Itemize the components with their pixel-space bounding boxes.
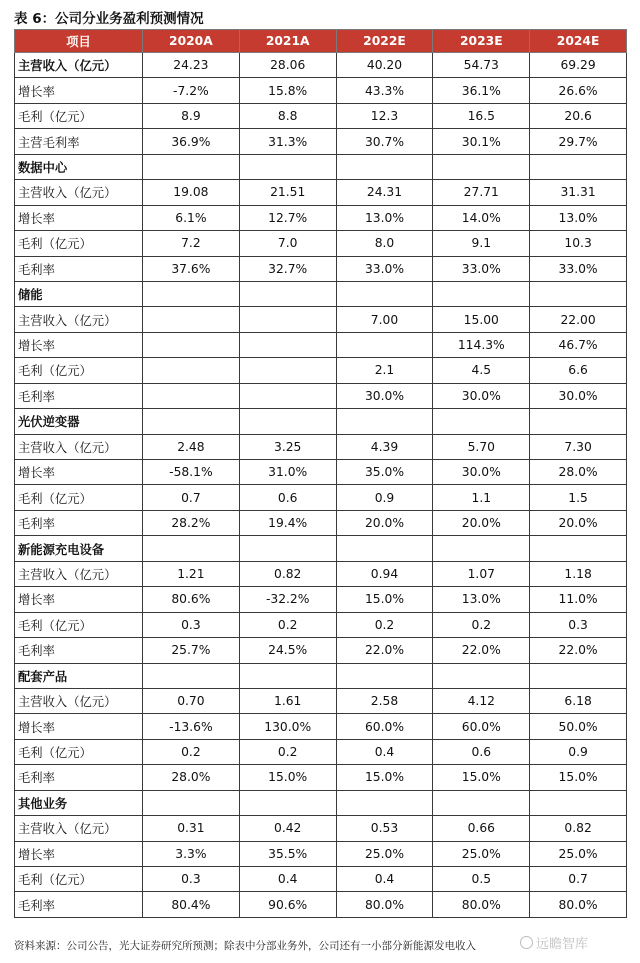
value-cell: 15.8% (239, 78, 336, 103)
value-cell: 0.70 (143, 688, 240, 713)
value-cell (143, 409, 240, 434)
value-cell: 32.7% (239, 256, 336, 281)
row-label: 增长率 (15, 332, 143, 357)
value-cell: 25.0% (336, 841, 433, 866)
table-row (15, 103, 627, 128)
value-cell: 35.5% (239, 841, 336, 866)
row-label: 增长率 (15, 841, 143, 866)
value-cell: 30.0% (336, 383, 433, 408)
table-row (15, 383, 627, 408)
value-cell: 0.82 (530, 816, 627, 841)
column-header-2021a: 2021A (239, 30, 336, 53)
value-cell: 33.0% (530, 256, 627, 281)
section-header-row (15, 790, 627, 815)
row-label: 主营收入（亿元） (15, 307, 143, 332)
row-label: 毛利（亿元） (15, 103, 143, 128)
value-cell: 28.2% (143, 510, 240, 535)
value-cell (530, 154, 627, 179)
value-cell: 130.0% (239, 714, 336, 739)
value-cell: 0.66 (433, 816, 530, 841)
value-cell: 30.0% (530, 383, 627, 408)
row-label: 增长率 (15, 205, 143, 230)
value-cell (239, 536, 336, 561)
table-header-row (15, 30, 627, 53)
value-cell: 24.5% (239, 638, 336, 663)
value-cell: 26.6% (530, 78, 627, 103)
value-cell: -7.2% (143, 78, 240, 103)
row-label: 毛利（亿元） (15, 867, 143, 892)
value-cell (239, 358, 336, 383)
row-label: 主营收入（亿元） (15, 434, 143, 459)
value-cell: 5.70 (433, 434, 530, 459)
value-cell: 30.1% (433, 129, 530, 154)
row-label: 增长率 (15, 714, 143, 739)
value-cell (239, 790, 336, 815)
value-cell: 31.31 (530, 180, 627, 205)
value-cell: 22.00 (530, 307, 627, 332)
value-cell: 24.23 (143, 53, 240, 78)
value-cell: 0.3 (143, 612, 240, 637)
value-cell (530, 536, 627, 561)
value-cell: 80.0% (433, 892, 530, 917)
value-cell: 27.71 (433, 180, 530, 205)
value-cell: 0.5 (433, 867, 530, 892)
value-cell: 0.31 (143, 816, 240, 841)
value-cell: 3.3% (143, 841, 240, 866)
value-cell: 80.4% (143, 892, 240, 917)
value-cell: 13.0% (530, 205, 627, 230)
section-header-row (15, 663, 627, 688)
value-cell: 15.0% (239, 765, 336, 790)
column-header-2020a: 2020A (143, 30, 240, 53)
section-header-row (15, 154, 627, 179)
table-row (15, 688, 627, 713)
value-cell: 10.3 (530, 231, 627, 256)
row-label: 毛利率 (15, 510, 143, 535)
value-cell: 3.25 (239, 434, 336, 459)
table-row (15, 78, 627, 103)
value-cell (143, 790, 240, 815)
value-cell: 15.00 (433, 307, 530, 332)
row-label: 毛利（亿元） (15, 485, 143, 510)
value-cell (336, 536, 433, 561)
table-row (15, 485, 627, 510)
value-cell: 19.08 (143, 180, 240, 205)
value-cell: 0.7 (530, 867, 627, 892)
value-cell: 0.42 (239, 816, 336, 841)
row-label: 毛利率 (15, 765, 143, 790)
table-row (15, 841, 627, 866)
value-cell (530, 409, 627, 434)
table-row (15, 561, 627, 586)
value-cell: 90.6% (239, 892, 336, 917)
value-cell: 0.9 (530, 739, 627, 764)
table-row (15, 638, 627, 663)
value-cell (433, 663, 530, 688)
value-cell: 0.4 (336, 739, 433, 764)
value-cell: 28.0% (143, 765, 240, 790)
watermark (520, 933, 588, 952)
value-cell (143, 332, 240, 357)
value-cell (143, 536, 240, 561)
value-cell (143, 358, 240, 383)
row-label: 毛利（亿元） (15, 358, 143, 383)
value-cell: 43.3% (336, 78, 433, 103)
value-cell: 30.0% (433, 460, 530, 485)
forecast-table (14, 29, 627, 918)
value-cell (336, 281, 433, 306)
value-cell: 7.2 (143, 231, 240, 256)
value-cell: 0.2 (336, 612, 433, 637)
value-cell: 31.0% (239, 460, 336, 485)
section-label: 数据中心 (15, 154, 143, 179)
value-cell: 8.8 (239, 103, 336, 128)
table-row (15, 231, 627, 256)
value-cell: 60.0% (433, 714, 530, 739)
table-title: 表 6：公司分业务盈利预测情况 (14, 11, 204, 27)
value-cell: 60.0% (336, 714, 433, 739)
value-cell: 30.0% (433, 383, 530, 408)
section-label: 新能源充电设备 (15, 536, 143, 561)
value-cell: 1.07 (433, 561, 530, 586)
value-cell (239, 307, 336, 332)
value-cell: 14.0% (433, 205, 530, 230)
table-row (15, 256, 627, 281)
value-cell: 2.48 (143, 434, 240, 459)
value-cell: -32.2% (239, 587, 336, 612)
value-cell: 0.4 (336, 867, 433, 892)
value-cell: 22.0% (433, 638, 530, 663)
value-cell: 20.6 (530, 103, 627, 128)
value-cell: 0.6 (239, 485, 336, 510)
value-cell: 11.0% (530, 587, 627, 612)
value-cell: 0.3 (143, 867, 240, 892)
value-cell: 2.1 (336, 358, 433, 383)
value-cell: 7.0 (239, 231, 336, 256)
column-header-item: 项目 (15, 30, 143, 53)
value-cell: 7.30 (530, 434, 627, 459)
row-label: 主营收入（亿元） (15, 688, 143, 713)
value-cell: 4.5 (433, 358, 530, 383)
value-cell: 80.0% (530, 892, 627, 917)
value-cell (239, 409, 336, 434)
value-cell: 20.0% (530, 510, 627, 535)
source-note: 资料来源：公司公告，光大证券研究所预测；除表中分部业务外，公司还有一小部分新能源发电收入 (14, 940, 476, 952)
value-cell: 1.21 (143, 561, 240, 586)
column-header-2024e: 2024E (530, 30, 627, 53)
value-cell: 35.0% (336, 460, 433, 485)
value-cell: 21.51 (239, 180, 336, 205)
table-row (15, 332, 627, 357)
value-cell: 28.0% (530, 460, 627, 485)
table-row (15, 765, 627, 790)
value-cell: 114.3% (433, 332, 530, 357)
section-label: 其他业务 (15, 790, 143, 815)
value-cell (239, 281, 336, 306)
table-row (15, 53, 627, 78)
value-cell: 1.1 (433, 485, 530, 510)
value-cell (143, 383, 240, 408)
value-cell: 0.9 (336, 485, 433, 510)
section-header-row (15, 409, 627, 434)
table-row (15, 739, 627, 764)
value-cell (530, 790, 627, 815)
value-cell: 19.4% (239, 510, 336, 535)
value-cell (239, 663, 336, 688)
value-cell: 54.73 (433, 53, 530, 78)
row-label: 增长率 (15, 78, 143, 103)
value-cell: 4.39 (336, 434, 433, 459)
row-label: 主营收入（亿元） (15, 53, 143, 78)
value-cell: 69.29 (530, 53, 627, 78)
value-cell: 24.31 (336, 180, 433, 205)
value-cell: 9.1 (433, 231, 530, 256)
value-cell (336, 790, 433, 815)
value-cell: 40.20 (336, 53, 433, 78)
value-cell: 31.3% (239, 129, 336, 154)
table-row (15, 307, 627, 332)
value-cell: 28.06 (239, 53, 336, 78)
value-cell (433, 281, 530, 306)
value-cell: 1.18 (530, 561, 627, 586)
row-label: 增长率 (15, 587, 143, 612)
value-cell: 20.0% (433, 510, 530, 535)
section-label: 储能 (15, 281, 143, 306)
row-label: 毛利率 (15, 256, 143, 281)
value-cell (336, 154, 433, 179)
value-cell: 15.0% (336, 765, 433, 790)
value-cell: 30.7% (336, 129, 433, 154)
value-cell: 0.53 (336, 816, 433, 841)
value-cell: 0.3 (530, 612, 627, 637)
value-cell: 13.0% (433, 587, 530, 612)
value-cell: 13.0% (336, 205, 433, 230)
value-cell: 29.7% (530, 129, 627, 154)
value-cell: 15.0% (433, 765, 530, 790)
table-row (15, 205, 627, 230)
value-cell: 8.9 (143, 103, 240, 128)
value-cell: 20.0% (336, 510, 433, 535)
value-cell (433, 154, 530, 179)
value-cell (336, 663, 433, 688)
value-cell: 22.0% (530, 638, 627, 663)
value-cell: 36.9% (143, 129, 240, 154)
value-cell: 16.5 (433, 103, 530, 128)
table-row (15, 358, 627, 383)
value-cell: 7.00 (336, 307, 433, 332)
value-cell: 25.0% (530, 841, 627, 866)
value-cell (239, 154, 336, 179)
value-cell: 6.6 (530, 358, 627, 383)
value-cell (336, 409, 433, 434)
value-cell (239, 383, 336, 408)
value-cell: 0.6 (433, 739, 530, 764)
value-cell: 12.3 (336, 103, 433, 128)
value-cell: 15.0% (530, 765, 627, 790)
row-label: 增长率 (15, 460, 143, 485)
watermark-logo-icon (520, 936, 533, 949)
section-header-row (15, 281, 627, 306)
value-cell (143, 307, 240, 332)
value-cell: 80.6% (143, 587, 240, 612)
value-cell (336, 332, 433, 357)
table-row (15, 510, 627, 535)
value-cell: 80.0% (336, 892, 433, 917)
value-cell: -13.6% (143, 714, 240, 739)
row-label: 毛利（亿元） (15, 612, 143, 637)
value-cell: 37.6% (143, 256, 240, 281)
value-cell: 4.12 (433, 688, 530, 713)
value-cell: 8.0 (336, 231, 433, 256)
table-row (15, 587, 627, 612)
value-cell (433, 790, 530, 815)
value-cell: 0.2 (143, 739, 240, 764)
value-cell: 0.82 (239, 561, 336, 586)
value-cell: 0.2 (239, 612, 336, 637)
section-label: 光伏逆变器 (15, 409, 143, 434)
value-cell (433, 409, 530, 434)
value-cell: 46.7% (530, 332, 627, 357)
row-label: 主营收入（亿元） (15, 816, 143, 841)
value-cell (433, 536, 530, 561)
table-row (15, 434, 627, 459)
watermark-text: 远瞻智库 (536, 937, 589, 952)
value-cell: 25.7% (143, 638, 240, 663)
table-row (15, 129, 627, 154)
table-row (15, 612, 627, 637)
value-cell: 12.7% (239, 205, 336, 230)
table-row (15, 180, 627, 205)
value-cell: 36.1% (433, 78, 530, 103)
value-cell: 0.2 (239, 739, 336, 764)
value-cell: 0.94 (336, 561, 433, 586)
value-cell (143, 281, 240, 306)
value-cell (530, 281, 627, 306)
table-row (15, 714, 627, 739)
value-cell: 0.4 (239, 867, 336, 892)
row-label: 主营收入（亿元） (15, 561, 143, 586)
row-label: 主营毛利率 (15, 129, 143, 154)
table-row (15, 867, 627, 892)
value-cell: 25.0% (433, 841, 530, 866)
value-cell (143, 154, 240, 179)
value-cell: 33.0% (433, 256, 530, 281)
table-row (15, 816, 627, 841)
section-label: 配套产品 (15, 663, 143, 688)
row-label: 毛利率 (15, 638, 143, 663)
value-cell: 1.5 (530, 485, 627, 510)
value-cell: 6.18 (530, 688, 627, 713)
value-cell: 1.61 (239, 688, 336, 713)
value-cell: 0.7 (143, 485, 240, 510)
section-header-row (15, 536, 627, 561)
column-header-2022e: 2022E (336, 30, 433, 53)
table-row (15, 460, 627, 485)
table-row (15, 892, 627, 917)
value-cell (239, 332, 336, 357)
value-cell: 33.0% (336, 256, 433, 281)
value-cell: 50.0% (530, 714, 627, 739)
value-cell (143, 663, 240, 688)
row-label: 毛利率 (15, 383, 143, 408)
row-label: 主营收入（亿元） (15, 180, 143, 205)
value-cell (530, 663, 627, 688)
row-label: 毛利率 (15, 892, 143, 917)
value-cell: 6.1% (143, 205, 240, 230)
row-label: 毛利（亿元） (15, 231, 143, 256)
value-cell: 2.58 (336, 688, 433, 713)
value-cell: 15.0% (336, 587, 433, 612)
row-label: 毛利（亿元） (15, 739, 143, 764)
column-header-2023e: 2023E (433, 30, 530, 53)
value-cell: 0.2 (433, 612, 530, 637)
value-cell: -58.1% (143, 460, 240, 485)
value-cell: 22.0% (336, 638, 433, 663)
table-body (15, 53, 627, 918)
